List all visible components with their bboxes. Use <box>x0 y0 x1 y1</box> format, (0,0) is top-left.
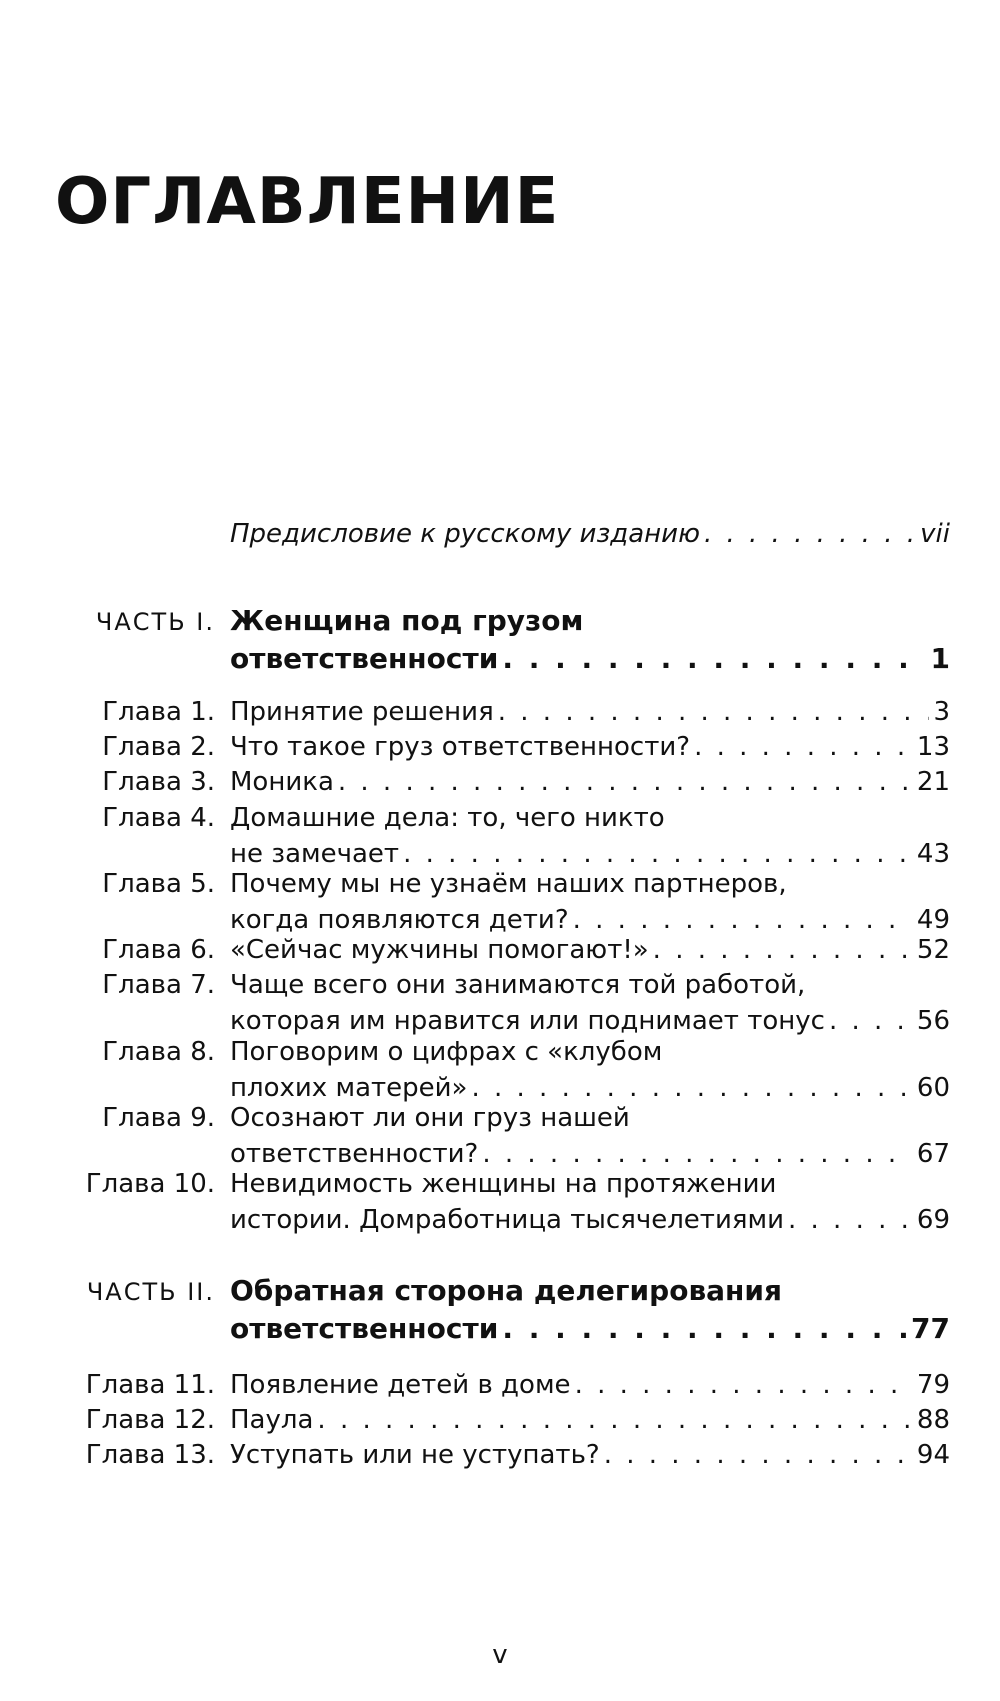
toc-entry-chapter[interactable] <box>230 800 950 872</box>
toc-entry-chapter[interactable] <box>230 1100 950 1172</box>
chapter-label: Глава 8. <box>102 1037 215 1067</box>
entry-page: 69 <box>916 1205 950 1235</box>
chapter-label: Глава 6. <box>102 935 215 965</box>
entry-text: Почему мы не узнаём наших партнеров, <box>230 869 787 899</box>
entry-text: когда появляются дети? <box>230 905 569 935</box>
toc-entry-chapter[interactable] <box>230 866 950 938</box>
chapter-label: Глава 11. <box>85 1370 215 1400</box>
entry-page: 79 <box>916 1370 950 1400</box>
leader-dots <box>502 1310 907 1348</box>
page-title: ОГЛАВЛЕНИЕ <box>55 165 560 239</box>
chapter-label: Глава 3. <box>102 767 215 797</box>
entry-text: плохих матерей» <box>230 1073 468 1103</box>
entry-text: «Сейчас мужчины помогают!» <box>230 935 649 965</box>
part-label: ЧАСТЬ I. <box>95 608 215 636</box>
leader-dots <box>788 1202 913 1238</box>
entry-text: Невидимость женщины на протяжении <box>230 1169 777 1199</box>
entry-text: Чаще всего они занимаются той работой, <box>230 970 806 1000</box>
entry-text: ответственности <box>230 642 499 675</box>
entry-page: 13 <box>916 732 950 762</box>
chapter-label: Глава 13. <box>85 1440 215 1470</box>
entry-page: 67 <box>916 1139 950 1169</box>
entry-page: 43 <box>916 839 950 869</box>
entry-page: 56 <box>916 1006 950 1036</box>
toc-entry-preface[interactable] <box>230 516 950 552</box>
entry-page: 88 <box>916 1405 950 1435</box>
entry-text: ответственности <box>230 1312 499 1345</box>
chapter-label: Глава 10. <box>85 1169 215 1199</box>
entry-page: 3 <box>933 697 950 727</box>
toc-entry-chapter[interactable] <box>230 694 950 730</box>
leader-dots <box>604 1437 913 1473</box>
chapter-label: Глава 9. <box>102 1103 215 1133</box>
chapter-label: Глава 2. <box>102 732 215 762</box>
entry-text: Поговорим о цифрах с «клубом <box>230 1037 663 1067</box>
leader-dots <box>575 1367 913 1403</box>
toc-entry-part-2[interactable] <box>230 1272 950 1348</box>
leader-dots <box>653 932 913 968</box>
toc-entry-part-1[interactable] <box>230 602 950 678</box>
toc-entry-chapter[interactable] <box>230 1166 950 1238</box>
entry-page: 60 <box>916 1073 950 1103</box>
leader-dots <box>704 516 916 552</box>
toc-entry-chapter[interactable] <box>230 1034 950 1106</box>
leader-dots <box>498 694 930 730</box>
toc-entry-chapter[interactable] <box>230 764 950 800</box>
entry-text: Моника <box>230 767 334 797</box>
entry-page: vii <box>920 519 950 549</box>
entry-text: Уступать или не уступать? <box>230 1440 600 1470</box>
entry-text: Паула <box>230 1405 314 1435</box>
toc-entry-chapter[interactable] <box>230 1402 950 1438</box>
entry-page: 77 <box>911 1312 950 1345</box>
entry-text: не замечает <box>230 839 400 869</box>
entry-text: Женщина под грузом <box>230 604 584 637</box>
entry-text: ответственности? <box>230 1139 479 1169</box>
entry-page: 94 <box>916 1440 950 1470</box>
toc-entry-chapter[interactable] <box>230 729 950 765</box>
toc-entry-chapter[interactable] <box>230 1437 950 1473</box>
leader-dots <box>694 729 913 765</box>
entry-text: Домашние дела: то, чего никто <box>230 803 665 833</box>
chapter-label: Глава 12. <box>85 1405 215 1435</box>
chapter-label: Глава 1. <box>102 697 215 727</box>
entry-text: Принятие решения <box>230 697 494 727</box>
toc-entry-chapter[interactable] <box>230 967 950 1039</box>
leader-dots <box>338 764 913 800</box>
page-number: v <box>492 1640 508 1670</box>
entry-text: Осознают ли они груз нашей <box>230 1103 630 1133</box>
chapter-label: Глава 5. <box>102 869 215 899</box>
entry-text: истории. Домработница тысячелетиями <box>230 1205 784 1235</box>
chapter-label: Глава 4. <box>102 803 215 833</box>
chapter-label: Глава 7. <box>102 970 215 1000</box>
entry-page: 52 <box>916 935 950 965</box>
part-label: ЧАСТЬ II. <box>86 1278 215 1306</box>
entry-text: Обратная сторона делегирования <box>230 1274 783 1307</box>
entry-page: 1 <box>930 642 950 675</box>
entry-page: 21 <box>916 767 950 797</box>
entry-text: Предисловие к русскому изданию <box>230 519 700 549</box>
leader-dots <box>502 640 926 678</box>
toc-entry-chapter[interactable] <box>230 932 950 968</box>
toc-entry-chapter[interactable] <box>230 1367 950 1403</box>
entry-text: которая им нравится или поднимает тонус <box>230 1006 825 1036</box>
leader-dots <box>317 1402 912 1438</box>
entry-text: Появление детей в доме <box>230 1370 571 1400</box>
entry-page: 49 <box>916 905 950 935</box>
entry-text: Что такое груз ответственности? <box>230 732 691 762</box>
